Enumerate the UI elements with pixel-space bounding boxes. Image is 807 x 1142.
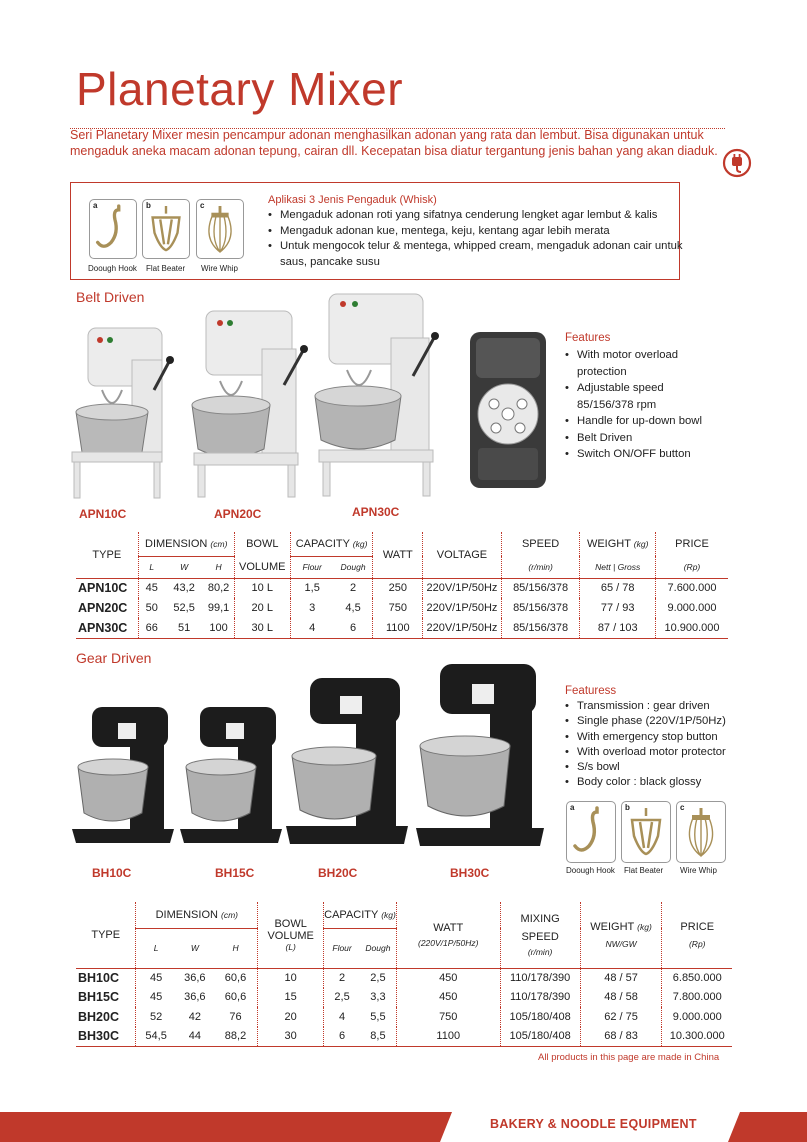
list-item: • Untuk mengocok telur & mentega, whipped cream, mengaduk adonan cair untuk saus, pancake susu [268,239,688,270]
col-flour: Flour [324,928,360,968]
plug-icon [722,148,752,178]
cell-h: 99,1 [207,602,230,614]
cell-l: 45 [136,988,176,1008]
col-voltage: VOLTAGE [423,532,502,578]
cell-l: 54,5 [136,1027,176,1047]
cell-h: 60,6 [224,991,247,1004]
wire-whip-card [676,801,726,863]
col-price: PRICE (Rp) [662,902,732,968]
cell-bowl: 20 L [234,598,290,618]
belt-features-title: Features [565,332,611,344]
cell-watt: 1100 [396,1027,500,1047]
list-item: • Body color : black glossy [565,775,745,790]
cell-bowl: 30 [258,1027,324,1047]
list-item: • Adjustable speed 85/156/378 rpm [565,380,715,413]
cell-dough: 4,5 [345,602,361,614]
cell-dough: 3,3 [370,991,386,1004]
cell-type: BH15C [78,990,119,1005]
cell-flour: 1,5 [290,578,333,598]
col-weight: WEIGHT (kg) [580,532,656,556]
card-letter: a [570,803,575,812]
col-w: W [165,556,203,578]
cell-speed: 110/178/390 [500,988,580,1008]
list-item: • With emergency stop button [565,730,745,745]
table-row [76,598,728,618]
table-row [76,578,728,598]
cell-w: 36,6 [184,991,206,1004]
card-letter: b [625,803,630,812]
dough-hook-label: Doough Hook [566,866,615,875]
col-speed-unit: (r/min) [501,556,580,578]
cell-speed: 105/180/408 [500,1027,580,1047]
cell-flour: 3 [290,598,333,618]
application-title: Aplikasi 3 Jenis Pengaduk (Whisk) [268,194,437,206]
col-volume: VOLUME [234,556,290,578]
apn20c-mixer-image [180,305,310,501]
cell-w: 44 [176,1027,214,1047]
list-item: • Transmission : gear driven [565,699,745,714]
cell-weight: 48 / 58 [580,988,662,1008]
cell-type: BH20C [78,1009,119,1024]
col-watt: WATT (220V/1P/50Hz) [396,902,500,968]
cell-speed: 110/178/390 [500,968,580,988]
page-title: Planetary Mixer [76,63,404,115]
card-letter: a [93,201,98,210]
apn10c-mixer-image [62,320,182,502]
wire-whip-card [196,199,244,259]
belt-features-list [565,347,715,463]
list-item: • Mengaduk adonan kue, mentega, keju, kentang agar lebih merata [268,224,678,240]
list-item: • With overload motor protector [565,745,745,760]
col-speed: SPEED [501,532,580,556]
col-watt: WATT [373,532,423,578]
cell-weight: 65 / 78 [580,578,656,598]
cell-bowl: 15 [258,988,324,1008]
table-row [76,618,728,638]
gear-spec-table [76,902,732,1047]
table-row [76,968,732,988]
cell-price: 6.850.000 [662,968,732,988]
cell-w: 42 [188,1010,201,1023]
bh30c-mixer-image [414,662,546,848]
cell-h: 60,6 [224,972,247,984]
model-label: APN30C [352,505,400,519]
cell-voltage: 220V/1P/50Hz [423,598,502,618]
dough-hook-card [566,801,616,863]
application-list [268,208,683,270]
cell-weight: 77 / 93 [580,598,656,618]
cell-h: 100 [203,618,234,638]
flat-beater-label: Flat Beater [146,264,186,273]
model-label: APN10C [79,507,127,521]
col-bowl: BOWL VOLUME (L) [258,902,324,968]
table-row [76,1007,732,1027]
bh20c-mixer-image [284,676,410,846]
list-item: • With motor overload protection [565,347,715,380]
cell-weight: 68 / 83 [580,1027,662,1047]
col-type: TYPE [76,532,138,578]
cell-watt: 1100 [373,618,423,638]
col-weight-sub: Nett | Gross [580,556,656,578]
cell-bowl: 30 L [234,618,290,638]
cell-price: 10.300.000 [662,1027,732,1047]
flat-beater-card [621,801,671,863]
cell-price: 9.000.000 [662,1007,732,1027]
list-item: • Single phase (220V/1P/50Hz) [565,714,745,729]
col-w: W [176,928,214,968]
cell-type: APN30C [76,618,138,638]
cell-price: 7.800.000 [662,988,732,1008]
cell-h: 80,2 [207,582,230,595]
cell-bowl: 10 L [234,578,290,598]
col-h: H [214,928,258,968]
cell-dough: 6 [334,618,373,638]
cell-speed: 85/156/378 [501,598,580,618]
table-row [76,1027,732,1047]
cell-price: 10.900.000 [655,618,728,638]
bh10c-mixer-image [70,705,176,845]
cell-weight: 48 / 57 [580,968,662,988]
col-mixing-speed: MIXING SPEED (r/min) [500,902,580,968]
cell-l: 52 [136,1007,176,1027]
belt-spec-table [76,532,728,639]
cell-flour: 2 [324,968,360,988]
cell-flour: 2,5 [324,988,360,1008]
cell-h: 88,2 [214,1027,258,1047]
list-item: • Mengaduk adonan roti yang sifatnya cenderung lengket agar lembut & kalis [268,208,678,224]
model-label: APN20C [214,507,262,521]
cell-flour: 4 [290,618,333,638]
gear-features-list [565,699,745,791]
wire-whip-label: Wire Whip [201,264,238,273]
col-l: L [138,556,165,578]
list-item: • Handle for up-down bowl [565,413,715,430]
cell-flour: 4 [324,1007,360,1027]
cell-l: 45 [138,578,165,598]
col-price: PRICE [655,532,728,556]
cell-speed: 85/156/378 [501,618,580,638]
cell-voltage: 220V/1P/50Hz [423,578,502,598]
cell-dough: 2 [350,582,357,595]
list-item: • Switch ON/OFF button [565,446,715,463]
cell-weight: 87 / 103 [580,618,656,638]
cell-type: BH30C [76,1027,136,1047]
cell-watt: 750 [396,1007,500,1027]
cell-bowl: 20 [258,1007,324,1027]
cell-w: 52,5 [173,602,195,614]
intro-divider [70,128,725,129]
belt-driven-heading: Belt Driven [76,289,145,305]
col-capacity: CAPACITY (kg) [290,532,373,556]
col-l: L [136,928,176,968]
model-label: BH10C [92,866,132,880]
cell-type: BH10C [78,971,119,985]
col-price-unit: (Rp) [655,556,728,578]
cell-l: 66 [138,618,165,638]
cell-watt: 250 [373,578,423,598]
cell-dough: 2,5 [370,972,386,984]
table-row [76,988,732,1008]
cell-price: 9.000.000 [655,598,728,618]
flat-beater-card [142,199,190,259]
gear-driven-heading: Gear Driven [76,650,152,666]
cell-speed: 85/156/378 [501,578,580,598]
intro-text: Seri Planetary Mixer mesin pencampur adonan menghasilkan adonan yang rata dan lembut. Bisa digunakan untuk mengaduk aneka macam adonan tepung, cairan dll. Kecepatan bisa diatur tergantung jenis bahan yang akan diaduk. [70,128,718,158]
cell-watt: 450 [396,968,500,988]
card-letter: c [200,201,205,210]
col-bowl: BOWL [234,532,290,556]
col-flour: Flour [290,556,333,578]
flat-beater-label: Flat Beater [624,866,664,875]
dough-hook-label: Doough Hook [88,264,137,273]
model-label: BH30C [450,866,490,880]
cell-speed: 105/180/408 [500,1007,580,1027]
cell-w: 43,2 [173,582,195,595]
cell-type: APN10C [78,581,128,596]
wire-whip-label: Wire Whip [680,866,717,875]
col-type: TYPE [76,902,136,968]
cell-w: 36,6 [184,972,206,984]
list-item: • S/s bowl [565,760,745,775]
cell-price: 7.600.000 [655,578,728,598]
cell-weight: 62 / 75 [580,1007,662,1027]
cell-l: 45 [136,968,176,988]
list-item: • Belt Driven [565,430,715,447]
col-dough: Dough [334,556,373,578]
col-h: H [203,556,234,578]
cell-dough: 8,5 [360,1027,396,1047]
card-letter: c [680,803,685,812]
apn30c-mixer-image [305,290,445,500]
cell-h: 76 [229,1010,242,1023]
col-dimension: DIMENSION (cm) [138,532,234,556]
col-dough: Dough [360,928,396,968]
model-label: BH15C [215,866,255,880]
gear-features-title: Featuress [565,685,617,697]
cell-type: APN20C [78,601,128,615]
cell-bowl: 10 [258,968,324,988]
cell-w: 51 [165,618,203,638]
col-capacity: CAPACITY (kg) [324,902,397,928]
cell-watt: 450 [396,988,500,1008]
col-weight: WEIGHT (kg) NW/GW [580,902,662,968]
cell-voltage: 220V/1P/50Hz [423,618,502,638]
cell-l: 50 [138,598,165,618]
model-label: BH20C [318,866,358,880]
card-letter: b [146,201,151,210]
dough-hook-card [89,199,137,259]
col-dimension: DIMENSION (cm) [136,902,258,928]
cell-flour: 6 [324,1027,360,1047]
footer-title: BAKERY & NOODLE EQUIPMENT [490,1117,697,1131]
bh15c-mixer-image [178,705,284,845]
gearbox-image [468,330,548,490]
cell-dough: 5,5 [370,1010,386,1023]
cell-watt: 750 [373,598,423,618]
footnote: All products in this page are made in China [538,1052,720,1063]
